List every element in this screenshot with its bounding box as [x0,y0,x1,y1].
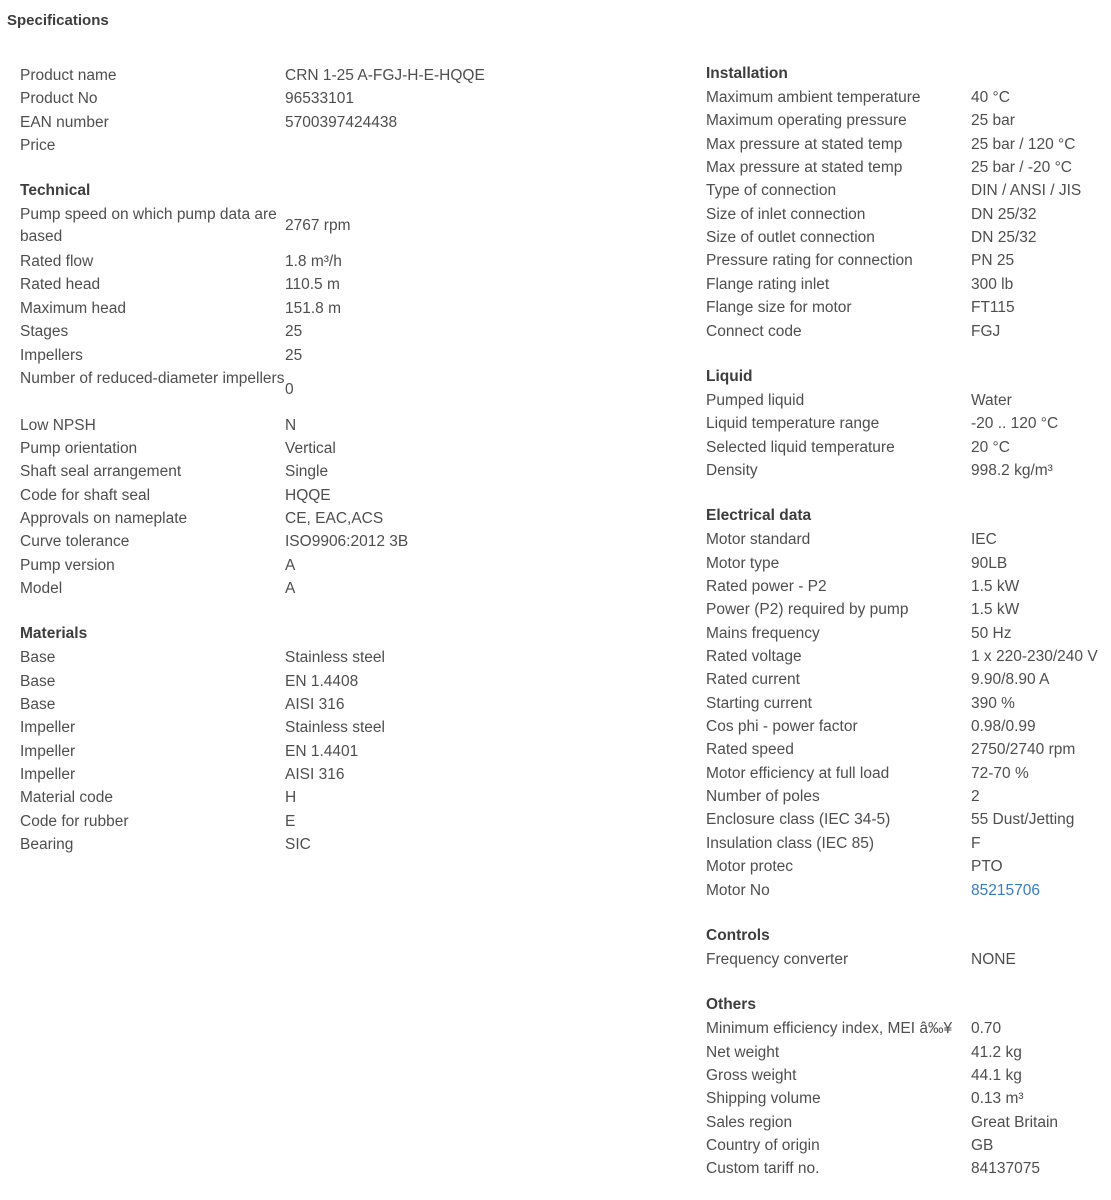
spec-label: Impeller [20,719,76,737]
spec-label: Custom tariff no. [706,1160,820,1178]
spec-value: EN 1.4401 [285,742,359,760]
spec-label: Sales region [706,1113,793,1131]
spec-label: Base [20,672,56,690]
spec-value: CE, EAC,ACS [285,509,384,527]
section-title-liquid: Liquid [706,367,753,385]
spec-label: Connect code [706,322,802,340]
spec-label: Number of poles [706,788,820,806]
spec-value: 1 x 220-230/240 V [971,648,1098,665]
spec-value: 84137075 [971,1160,1040,1178]
spec-value: 0.98/0.99 [971,718,1036,736]
spec-value: A [285,556,296,574]
spec-label: Shaft seal arrangement [20,463,182,481]
spec-value: N [285,416,297,434]
spec-label: Net weight [706,1043,780,1061]
spec-value: 2767 rpm [285,217,351,235]
spec-value: 2750/2740 rpm [971,741,1076,759]
spec-label: Motor No [706,881,770,899]
spec-value: E [285,812,296,830]
spec-value: 0.13 m³ [971,1090,1024,1108]
spec-value: Single [285,463,329,481]
spec-label: Product No [20,90,98,108]
spec-label: Code for shaft seal [20,486,151,504]
spec-value: EN 1.4408 [285,672,359,690]
spec-value: 20 °C [971,438,1010,456]
spec-label: Approvals on nameplate [20,509,188,527]
spec-label: Maximum head [20,299,126,317]
spec-label: Flange rating inlet [706,275,830,293]
spec-value: AISI 316 [285,696,345,714]
spec-label: Size of inlet connection [706,205,866,223]
spec-value: 1.8 m³/h [285,253,342,271]
spec-value: F [971,834,981,852]
spec-label: Motor efficiency at full load [706,764,890,782]
spec-value: 151.8 m [285,299,342,317]
spec-value: 50 Hz [971,624,1012,642]
spec-value: 25 bar / -20 °C [971,159,1072,177]
spec-label: Base [20,649,56,667]
spec-value: 1.5 kW [971,577,1020,595]
spec-value: Stainless steel [285,719,385,737]
spec-value: 0 [285,380,294,398]
spec-value: 40 °C [971,89,1010,106]
spec-value: 5700397424438 [285,113,398,131]
spec-value: 1.5 kW [971,601,1020,619]
section-title-electrical: Electrical data [706,507,812,525]
spec-value: 110.5 m [285,276,340,294]
spec-label: Impeller [20,742,76,760]
spec-label: Cos phi - power factor [706,718,858,736]
spec-label: Pressure rating for connection [706,252,913,270]
spec-value: 44.1 kg [971,1066,1022,1084]
spec-label: Pumped liquid [706,391,805,409]
spec-label: EAN number [20,113,109,131]
spec-label: Number of reduced-diameter impellers [20,369,285,387]
spec-value: IEC [971,531,997,549]
spec-value: 9.90/8.90 A [971,671,1050,689]
spec-value: 390 % [971,694,1015,712]
spec-value: 300 lb [971,275,1014,293]
spec-label: Minimum efficiency index, MEI â‰¥ [706,1020,953,1038]
spec-label: Model [20,580,63,597]
spec-label: Maximum ambient temperature [706,89,921,106]
spec-value: ISO9906:2012 3B [285,533,409,551]
spec-label: Rated voltage [706,648,802,665]
spec-value: 25 [285,323,303,341]
spec-value: 25 [285,346,303,364]
spec-value: 998.2 kg/m³ [971,461,1053,479]
section-title-controls: Controls [706,926,770,944]
spec-label: Type of connection [706,182,837,200]
spec-label: Shipping volume [706,1090,821,1108]
spec-value: DN 25/32 [971,229,1037,247]
spec-value: SIC [285,836,311,854]
spec-value: 41.2 kg [971,1043,1022,1061]
spec-label: Base [20,696,56,714]
spec-label: Country of origin [706,1136,820,1154]
spec-label: Density [706,461,758,479]
spec-value: 25 bar / 120 °C [971,135,1076,153]
spec-value: 2 [971,788,980,806]
spec-value: DN 25/32 [971,205,1037,223]
spec-label: Pump orientation [20,439,138,457]
spec-label: Liquid temperature range [706,415,880,433]
spec-label: Impeller [20,766,76,784]
spec-value: 72-70 % [971,764,1029,782]
spec-value: FT115 [971,299,1015,317]
spec-label: Code for rubber [20,812,129,830]
spec-label: Rated flow [20,253,94,271]
spec-value: H [285,789,297,807]
spec-value: 96533101 [285,90,354,108]
spec-label: Maximum operating pressure [706,112,907,130]
spec-label: Motor standard [706,531,811,549]
spec-label: Bearing [20,836,74,854]
spec-label: Pump speed on which pump data are based [20,206,277,246]
spec-value: PTO [971,858,1003,876]
section-title-installation: Installation [706,65,788,82]
spec-label: Rated head [20,276,101,294]
spec-label: Rated current [706,671,800,689]
spec-label: Motor protec [706,858,794,876]
spec-label: Motor type [706,554,780,572]
spec-label: Low NPSH [20,416,96,434]
spec-label: Product name [20,67,117,84]
spec-label: Size of outlet connection [706,229,875,247]
spec-label: Stages [20,323,69,341]
spec-label: Pump version [20,556,115,574]
spec-label: Rated speed [706,741,794,759]
spec-value: 90LB [971,554,1008,572]
spec-value: FGJ [971,322,1001,340]
page-title: Specifications [7,12,109,29]
section-title-others: Others [706,996,756,1014]
spec-value: Stainless steel [285,649,385,667]
spec-label: Price [20,137,56,155]
spec-label: Insulation class (IEC 85) [706,834,874,852]
spec-value: A [285,580,296,597]
spec-value: PN 25 [971,252,1015,270]
spec-value: CRN 1-25 A-FGJ-H-E-HQQE [285,67,485,84]
spec-label: Frequency converter [706,950,849,968]
spec-label: Power (P2) required by pump [706,601,909,619]
spec-value: Vertical [285,439,336,457]
motor-no-link[interactable]: 85215706 [971,881,1040,899]
spec-label: Max pressure at stated temp [706,159,903,177]
spec-label: Starting current [706,694,812,712]
spec-label: Selected liquid temperature [706,438,895,456]
spec-value: 55 Dust/Jetting [971,811,1075,829]
spec-label: Gross weight [706,1066,797,1084]
spec-value: -20 .. 120 °C [971,415,1059,433]
spec-value: 0.70 [971,1020,1002,1038]
spec-value: Water [971,391,1012,409]
section-title-materials: Materials [20,625,88,643]
spec-value: Great Britain [971,1113,1059,1131]
spec-label: Flange size for motor [706,299,852,317]
spec-label: Impellers [20,346,83,364]
spec-label: Material code [20,789,114,807]
spec-value: GB [971,1136,994,1154]
spec-label: Rated power - P2 [706,577,827,595]
spec-label: Max pressure at stated temp [706,135,903,153]
spec-label: Curve tolerance [20,533,130,551]
section-title-technical: Technical [20,182,91,200]
spec-label: Enclosure class (IEC 34-5) [706,811,891,829]
spec-value: AISI 316 [285,766,345,784]
spec-value: 25 bar [971,112,1015,130]
spec-label: Mains frequency [706,624,820,642]
spec-value: HQQE [285,486,331,504]
spec-value: DIN / ANSI / JIS [971,182,1082,200]
spec-value: NONE [971,950,1016,968]
